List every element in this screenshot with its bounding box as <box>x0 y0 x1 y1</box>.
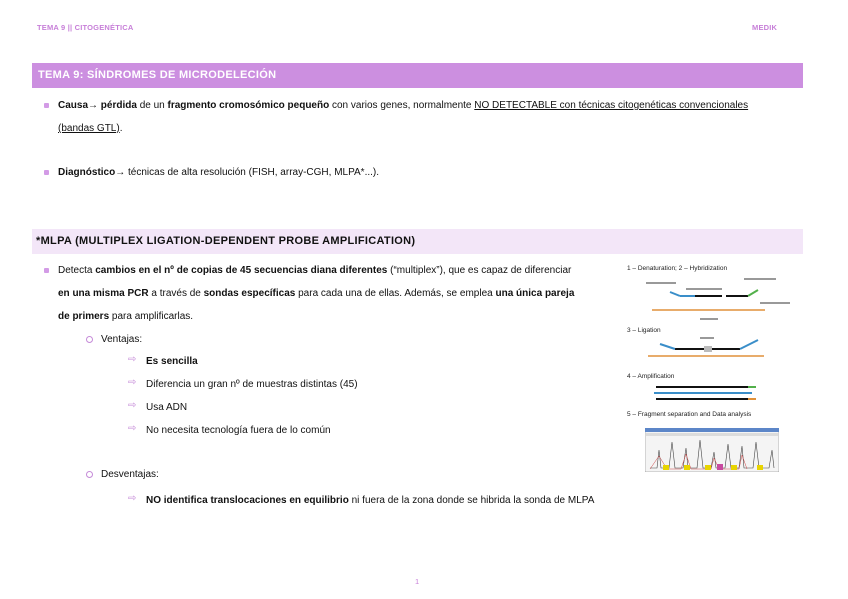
figure-caption-1: 1 – Denaturation; 2 – Hybridization <box>627 265 728 272</box>
arrow-bullet-icon: ⇨ <box>128 423 137 434</box>
ligation-diagram <box>640 334 770 362</box>
bullet-icon <box>44 268 49 273</box>
causa-underline: NO DETECTABLE con técnicas citogenéticas convencionales <box>474 100 749 111</box>
figure-caption-4: 4 – Amplification <box>627 373 675 380</box>
causa-text: de un <box>136 100 168 111</box>
arrow-icon: → <box>88 100 99 111</box>
mlpa-line-2 <box>58 282 574 305</box>
figure-caption-3: 3 – Ligation <box>627 327 661 334</box>
circle-bullet-icon <box>86 336 93 343</box>
bold-span: Es sencilla <box>146 356 198 367</box>
bold-span: de primers <box>58 311 110 322</box>
ventajas-label: Ventajas: <box>101 334 143 345</box>
diagnostico-text: técnicas de alta resolución (FISH, array-CGH, MLPA*...). <box>125 167 380 178</box>
causa-bold: pérdida <box>100 100 137 111</box>
bold-span: una única pareja <box>495 288 575 299</box>
desventaja-item <box>146 489 594 512</box>
ventaja-item: Usa ADN <box>146 402 188 413</box>
text-span: a través de <box>148 288 204 299</box>
figure-caption-5: 5 – Fragment separation and Data analysis <box>627 411 752 418</box>
section-title: TEMA 9: SÍNDROMES DE MICRODELECIÓN <box>38 69 277 81</box>
arrow-bullet-icon: ⇨ <box>128 400 137 411</box>
ventaja-item: Diferencia un gran nº de muestras distintas (45) <box>146 379 358 390</box>
text-span: para amplificarlas. <box>109 311 194 322</box>
bold-span: en una misma PCR <box>58 288 149 299</box>
arrow-bullet-icon: ⇨ <box>128 493 137 504</box>
mlpa-line-1 <box>58 259 571 282</box>
desventajas-label: Desventajas: <box>101 469 159 480</box>
running-header-left: TEMA 9 || CITOGENÉTICA <box>37 23 134 32</box>
arrow-icon: → <box>115 167 126 178</box>
bold-span: cambios en el nº de copias de 45 secuencias diana diferentes <box>95 265 388 276</box>
bullet-icon <box>44 170 49 175</box>
subsection-title: *MLPA (MULTIPLEX LIGATION-DEPENDENT PROBE AMPLIFICATION) <box>36 235 416 247</box>
ventaja-item <box>146 350 198 373</box>
circle-bullet-icon <box>86 471 93 478</box>
causa-bold-2: fragmento cromosómico pequeño <box>167 100 330 111</box>
causa-end: . <box>119 123 123 134</box>
causa-paragraph-line2 <box>58 117 122 140</box>
bold-span: NO identifica translocaciones en equilibrio <box>146 495 349 506</box>
electropherogram-image <box>645 428 779 472</box>
running-header-right: MEDIK <box>752 23 778 32</box>
subsection-title-band <box>32 229 803 254</box>
bullet-icon <box>44 103 49 108</box>
causa-underline-2: (bandas GTL) <box>58 123 120 134</box>
text-span: Detecta <box>58 265 96 276</box>
causa-paragraph <box>58 94 803 117</box>
arrow-bullet-icon: ⇨ <box>128 377 137 388</box>
text-span: ni fuera de la zona donde se hibrida la sonda de MLPA <box>348 495 595 506</box>
diagnostico-label: Diagnóstico <box>58 167 116 178</box>
diagnostico-paragraph <box>58 161 379 184</box>
causa-label: Causa <box>58 100 89 111</box>
text-span: (“multiplex”), que es capaz de diferenciar <box>387 265 572 276</box>
text-span: para cada una de ellas. Además, se emplea <box>295 288 496 299</box>
ventaja-item: No necesita tecnología fuera de lo común <box>146 425 331 436</box>
arrow-bullet-icon: ⇨ <box>128 354 137 365</box>
amplification-diagram <box>652 382 772 406</box>
page-number: 1 <box>415 577 420 586</box>
bold-span: sondas específicas <box>203 288 296 299</box>
causa-text-2: con varios genes, normalmente <box>329 100 475 111</box>
mlpa-line-3 <box>58 305 193 328</box>
hybridization-diagram <box>640 274 790 326</box>
section-title-band <box>32 63 803 88</box>
